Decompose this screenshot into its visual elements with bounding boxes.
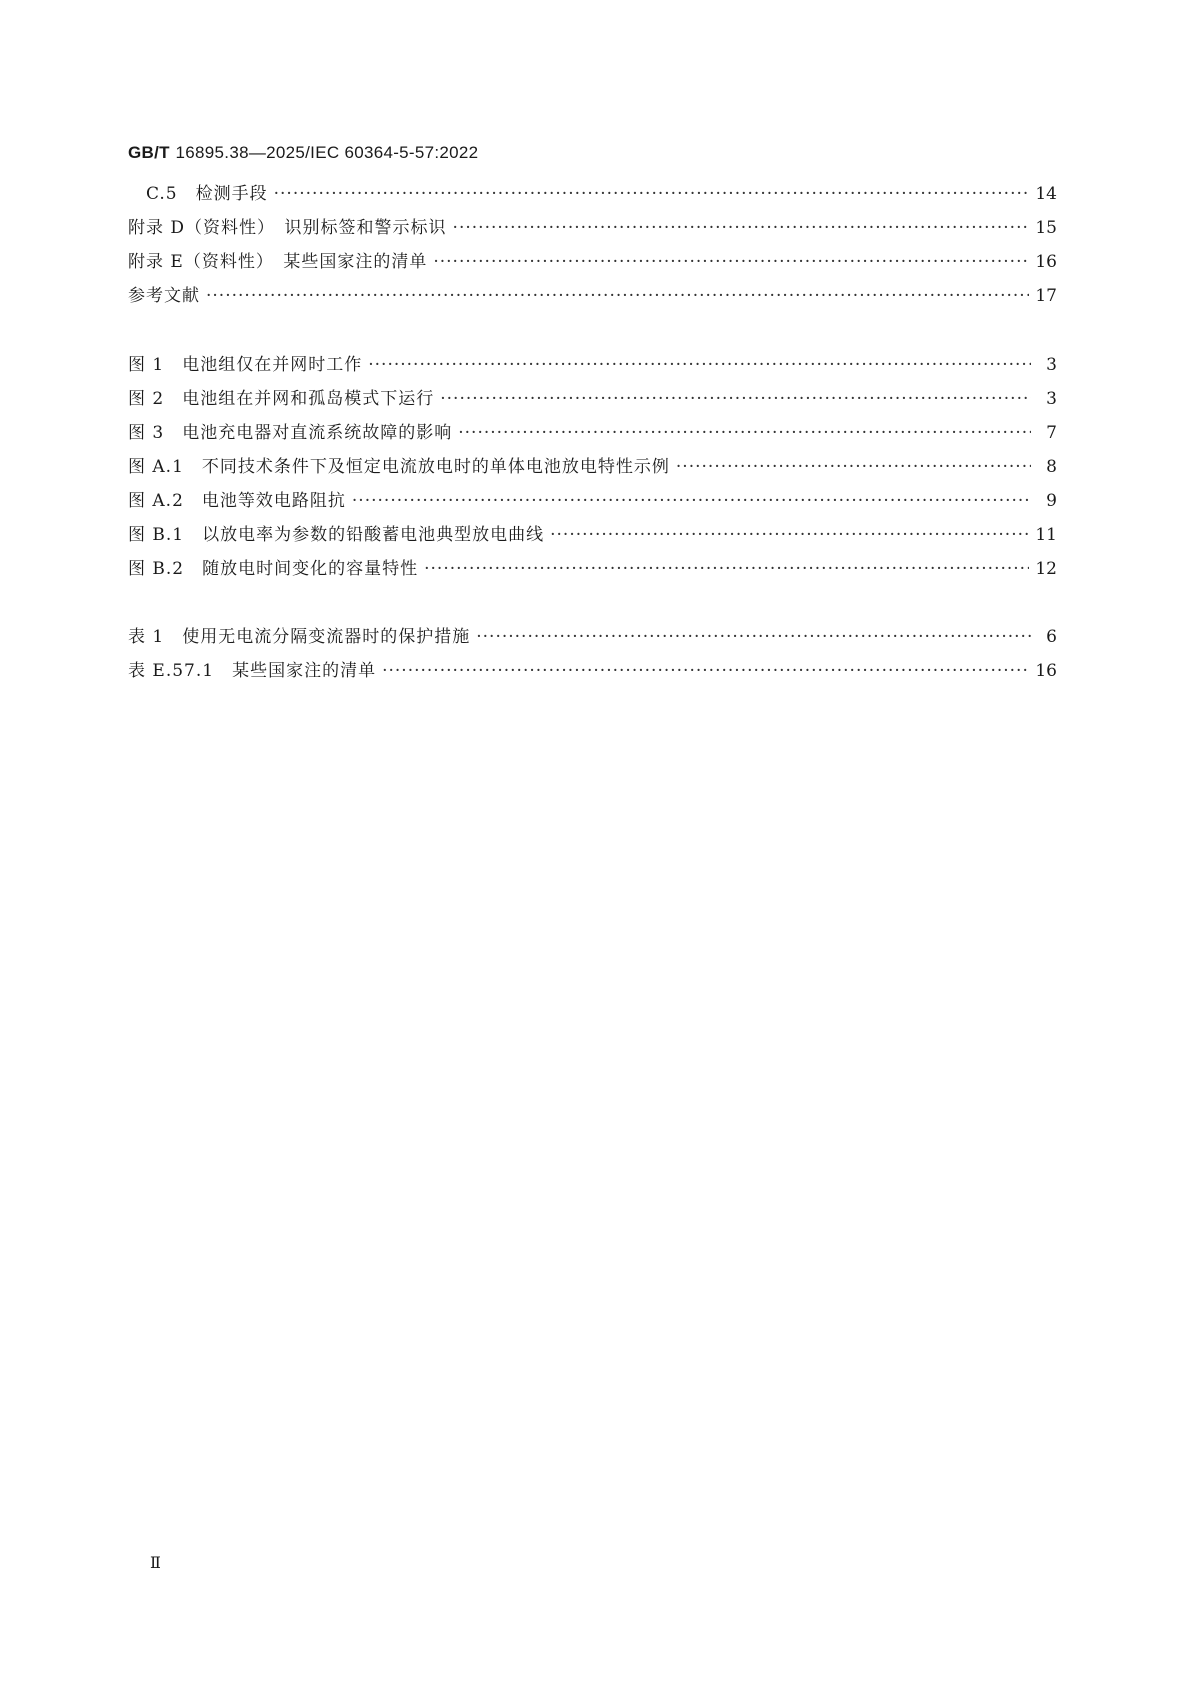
toc-dot-leader — [352, 488, 1031, 514]
toc-entry-page: 14 — [1035, 184, 1057, 204]
toc-entry-label: 图 2 电池组在并网和孤岛模式下运行 — [128, 389, 435, 409]
toc-entry-figure[interactable] — [128, 556, 1057, 582]
standard-prefix: GB/T — [128, 143, 170, 162]
toc-entry-label: 图 A.1 不同技术条件下及恒定电流放电时的单体电池放电特性示例 — [128, 457, 670, 477]
toc-entry-label: 图 B.2 随放电时间变化的容量特性 — [128, 559, 419, 579]
toc-entry-figure[interactable] — [128, 420, 1057, 446]
toc-entry-page: 6 — [1046, 627, 1057, 647]
toc-entry-section[interactable] — [146, 181, 1057, 207]
toc-entry-label: 附录 E（资料性） 某些国家注的清单 — [128, 252, 428, 272]
toc-entry-section[interactable] — [128, 215, 1057, 241]
toc-entry-table[interactable] — [128, 658, 1057, 684]
toc-entry-page: 15 — [1035, 218, 1057, 238]
toc-entry-page: 7 — [1046, 423, 1057, 443]
page-number-footer: Ⅱ — [150, 1553, 161, 1572]
toc-entry-label: 表 1 使用无电流分隔变流器时的保护措施 — [128, 627, 471, 647]
toc-entry-page: 3 — [1046, 389, 1057, 409]
toc-entry-page: 17 — [1035, 286, 1057, 306]
toc-entry-table[interactable] — [128, 624, 1057, 650]
toc-dot-leader — [453, 215, 1030, 241]
standard-number: 16895.38—2025/IEC 60364-5-57:2022 — [175, 143, 479, 162]
toc-entry-figure[interactable] — [128, 386, 1057, 412]
toc-entry-label: 附录 D（资料性） 识别标签和警示标识 — [128, 218, 447, 238]
toc-entry-page: 12 — [1035, 559, 1057, 579]
toc-entry-page: 16 — [1035, 252, 1057, 272]
toc-entry-label: 参考文献 — [128, 286, 200, 306]
toc-dot-leader — [433, 249, 1029, 275]
toc-entry-label: 表 E.57.1 某些国家注的清单 — [128, 661, 377, 681]
toc-dot-leader — [676, 454, 1031, 480]
toc-entry-page: 11 — [1035, 525, 1057, 545]
toc-dot-leader — [368, 352, 1031, 378]
toc-dot-leader — [424, 556, 1029, 582]
document-header — [128, 143, 478, 163]
toc-entry-page: 3 — [1046, 355, 1057, 375]
toc-entry-label: 图 3 电池充电器对直流系统故障的影响 — [128, 423, 453, 443]
toc-entry-page: 9 — [1046, 491, 1057, 511]
toc-dot-leader — [382, 658, 1029, 684]
toc-entry-section[interactable] — [128, 283, 1057, 309]
toc-dot-leader — [206, 283, 1029, 309]
toc-dot-leader — [476, 624, 1031, 650]
toc-dot-leader — [440, 386, 1031, 412]
toc-entry-page: 8 — [1046, 457, 1057, 477]
toc-dot-leader — [274, 181, 1030, 207]
toc-dot-leader — [550, 522, 1029, 548]
toc-entry-figure[interactable] — [128, 352, 1057, 378]
toc-entry-label: 图 B.1 以放电率为参数的铅酸蓄电池典型放电曲线 — [128, 525, 545, 545]
toc-entry-figure[interactable] — [128, 454, 1057, 480]
toc-entry-figure[interactable] — [128, 522, 1057, 548]
toc-entry-figure[interactable] — [128, 488, 1057, 514]
toc-entry-label: 图 1 电池组仅在并网时工作 — [128, 355, 363, 375]
toc-entry-page: 16 — [1035, 661, 1057, 681]
toc-entry-section[interactable] — [128, 249, 1057, 275]
toc-entry-label: C.5 检测手段 — [146, 184, 268, 204]
toc-dot-leader — [458, 420, 1031, 446]
toc-entry-label: 图 A.2 电池等效电路阻抗 — [128, 491, 346, 511]
